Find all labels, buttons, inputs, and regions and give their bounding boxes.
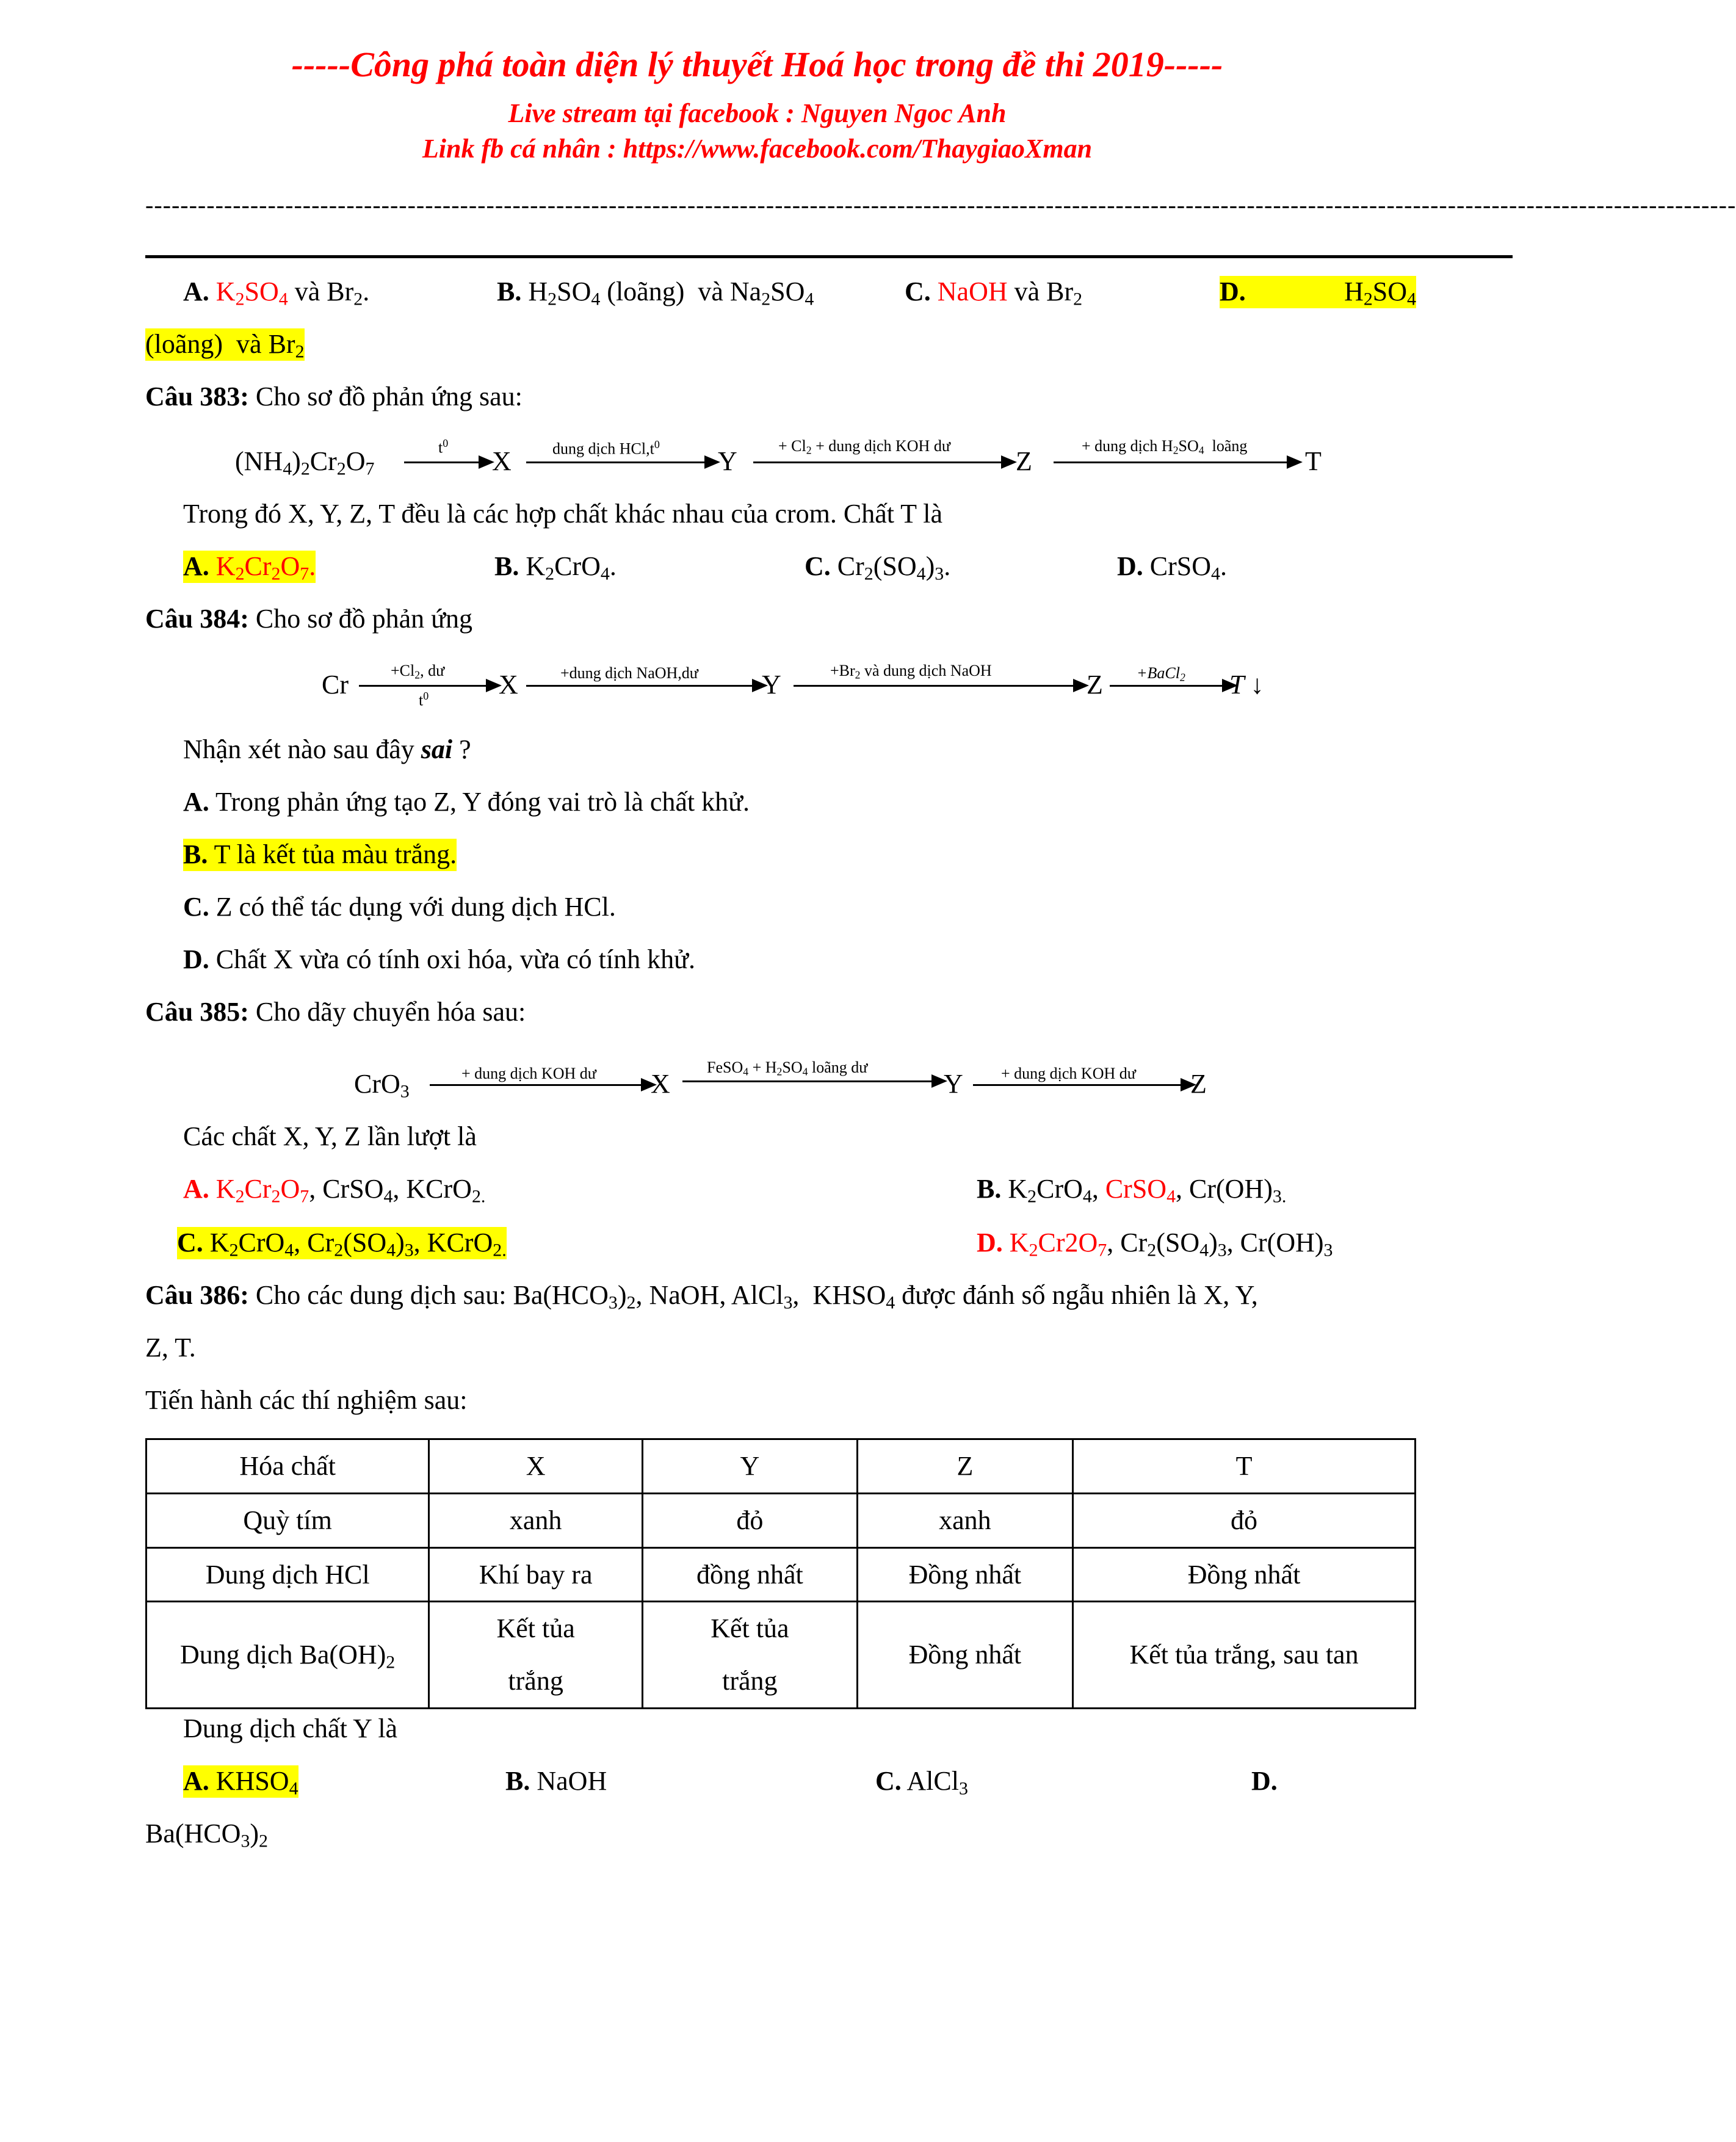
dashed-separator: -------------------------------------------------------------------------------------------------------------------------------------------------------------------------------------- — [145, 191, 1736, 219]
table-cell: Kết tủa trắng — [642, 1602, 857, 1709]
q386-option-c: C. AlCl$_3$ — [875, 1766, 968, 1799]
table-cell: Đồng nhất — [857, 1602, 1072, 1709]
table-header-cell: Z — [857, 1439, 1072, 1494]
q386-table — [145, 1438, 1416, 1709]
table-cell: đồng nhất — [642, 1547, 857, 1602]
prev-option-b: B. $H_2SO_4$ (loãng) và $Na_2SO_4$ — [497, 277, 814, 309]
q384-option-d: D. Chất X vừa có tính oxi hóa, vừa có tính khử. — [183, 944, 695, 974]
table-row — [146, 1493, 1416, 1547]
q384-statement: Nhận xét nào sau đây sai ? — [183, 734, 471, 764]
table-header-cell: Y — [642, 1439, 857, 1494]
table-cell: Đồng nhất — [1073, 1547, 1416, 1602]
q385-option-d: D. $K_2Cr2O_7$, $Cr_2(SO_4)_3$, $Cr(OH)_3$ — [977, 1228, 1333, 1261]
q383-option-a: A. $K_2Cr_2O_7$. — [183, 551, 316, 584]
table-cell: Đồng nhất — [857, 1547, 1072, 1602]
q384-option-b: B. T là kết tủa màu trắng. — [183, 839, 457, 871]
q384-stem: Câu 384: Cho sơ đồ phản ứng — [145, 604, 473, 634]
table-cell: Khí bay ra — [429, 1547, 643, 1602]
q383-option-c: C. $Cr_2(SO_4)_3$. — [805, 551, 951, 584]
q383-option-b: B. $K_2CrO_4$. — [494, 551, 617, 584]
prev-option-d: D. $H_2SO_4$ — [1220, 277, 1416, 309]
q384-option-c: C. Z có thể tác dụng với dung dịch HCl. — [183, 892, 616, 922]
q386-option-d: D. — [1251, 1766, 1278, 1796]
header-title: -----Công phá toàn diện lý thuyết Hoá học trong đề thi 2019----- — [291, 45, 1223, 84]
q386-intro: Tiến hành các thí nghiệm sau: — [145, 1385, 468, 1415]
q386-question: Dung dịch chất Y là — [183, 1713, 398, 1743]
table-row — [146, 1547, 1416, 1602]
table-cell: xanh — [857, 1493, 1072, 1547]
table-cell: Dung dịch HCl — [146, 1547, 429, 1602]
table-cell: Dung dịch $Ba(OH)_2$ — [146, 1602, 429, 1709]
table-cell: Kết tủa trắng — [429, 1602, 643, 1709]
table-header-row — [146, 1439, 1416, 1494]
header-livestream: Live stream tại facebook : Nguyen Ngoc Anh — [508, 98, 1007, 128]
q386-stem-cont: Z, T. — [145, 1333, 196, 1362]
table-row — [146, 1602, 1416, 1709]
table-cell: Quỳ tím — [146, 1493, 429, 1547]
table-header-cell: X — [429, 1439, 643, 1494]
table-cell: đỏ — [1073, 1493, 1416, 1547]
table-cell: Kết tủa trắng, sau tan — [1073, 1602, 1416, 1709]
table-header-cell: T — [1073, 1439, 1416, 1494]
prev-option-d-cont: (loãng) và $Br_2$ — [145, 329, 305, 362]
q386-option-a: A. $KHSO_4$ — [183, 1766, 298, 1799]
header-facebook-link[interactable]: Link fb cá nhân : https://www.facebook.com/ThaygiaoXman — [422, 134, 1093, 164]
q383-option-d: D. CrSO$_4$. — [1117, 551, 1227, 584]
q385-option-b: B. $K_2CrO_4$, CrSO$_4$, $Cr(OH)_{3.}$ — [977, 1174, 1287, 1207]
q386-option-b: B. NaOH — [505, 1766, 607, 1796]
table-header-cell: Hóa chất — [146, 1439, 429, 1494]
table-cell: đỏ — [642, 1493, 857, 1547]
q386-stem: Câu 386: Cho các dung dịch sau: $Ba(HCO_3)_2$, NaOH, AlCl$_3$, $KHSO_4$ được đánh số ngẫu nhiên là X, Y, — [145, 1280, 1258, 1313]
header-rule — [145, 255, 1513, 258]
q385-start: CrO$_3$ — [354, 1069, 410, 1102]
prev-option-a-formula: $K_2SO_4$ — [215, 277, 288, 309]
prev-option-c: C. NaOH và $Br_2$ — [905, 277, 1083, 309]
q385-stem: Câu 385: Cho dãy chuyển hóa sau: — [145, 997, 526, 1027]
q383-start: $(NH_4)_2Cr_2O_7$ — [235, 446, 375, 479]
q383-stem: Câu 383: Cho sơ đồ phản ứng sau: — [145, 382, 523, 411]
q385-statement: Các chất X, Y, Z lần lượt là — [183, 1121, 477, 1151]
q384-option-a: A. Trong phản ứng tạo Z, Y đóng vai trò là chất khử. — [183, 787, 750, 817]
q385-option-a: A. $K_2Cr_2O_7$, CrSO$_4$, KCrO$_{2.}$ — [183, 1174, 486, 1207]
q385-option-c: C. $K_2CrO_4$, $Cr_2(SO_4)_3$, KCrO$_{2.}$ — [177, 1228, 507, 1261]
q386-option-d-text: $Ba(HCO_3)_2$ — [145, 1818, 268, 1851]
q383-statement: Trong đó X, Y, Z, T đều là các hợp chất khác nhau của crom. Chất T là — [183, 499, 943, 529]
table-cell: xanh — [429, 1493, 643, 1547]
prev-option-a: A. $K_2SO_4$ và $Br_2$. — [183, 277, 370, 309]
